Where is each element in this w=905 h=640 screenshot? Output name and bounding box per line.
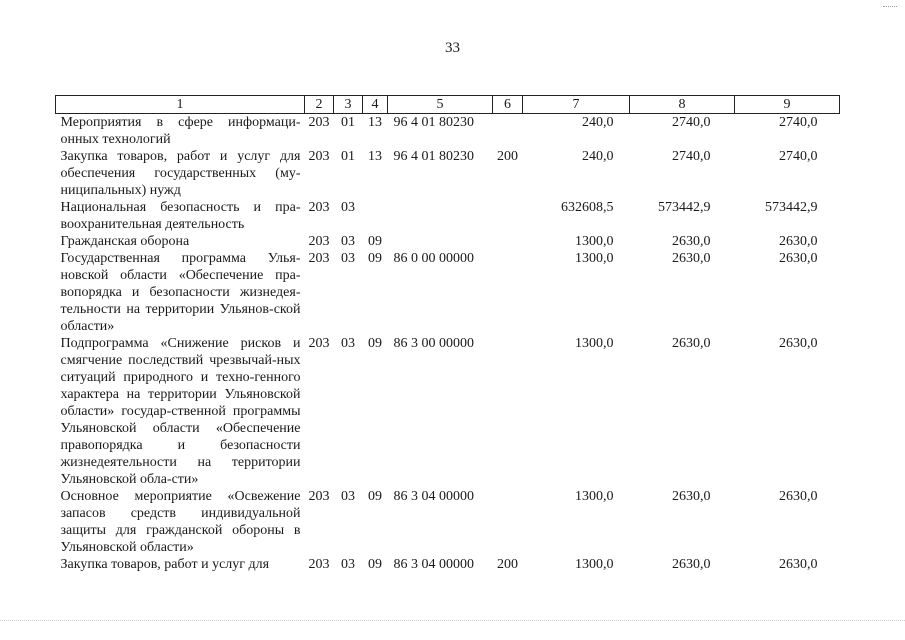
row-ministry-code: 203 [308, 149, 330, 164]
row-name: Основное мероприятие «Освежение запасов средств индивидуальной защиты для гражданской обороны в Ульяновской области» [60, 489, 301, 555]
row-amount-col7: 240,0 [582, 149, 614, 164]
row-amount-col7: 1300,0 [575, 336, 614, 351]
header-col-6: 6 [493, 96, 523, 114]
row-target-article [388, 199, 493, 233]
row-subsection-code [363, 199, 388, 233]
row-name: Закупка товаров, работ и услуг для обеспечения государственных (му-ниципальных) нужд [60, 149, 301, 198]
row-expense-type [493, 488, 523, 556]
row-subsection-code: 09 [368, 251, 382, 266]
row-amount-col7: 240,0 [582, 115, 614, 130]
row-amount-col8: 2630,0 [672, 557, 711, 572]
table-row [56, 556, 840, 573]
header-row [56, 96, 840, 114]
row-target-article: 86 0 00 00000 [393, 251, 474, 266]
row-section-code: 03 [341, 557, 355, 572]
row-expense-type [493, 233, 523, 250]
row-subsection-code: 09 [368, 557, 382, 572]
row-amount-col7: 632608,5 [561, 200, 614, 215]
row-expense-type [493, 199, 523, 233]
table-row [56, 233, 840, 250]
row-amount-col9: 2630,0 [779, 336, 818, 351]
budget-table [55, 95, 840, 573]
row-target-article: 86 3 04 00000 [393, 489, 474, 504]
row-subsection-code: 09 [368, 234, 382, 249]
row-amount-col9: 2630,0 [779, 251, 818, 266]
row-name: Подпрограмма «Снижение рисков и смягчение последствий чрезвычай-ных ситуаций природного и техно-генного характера на территории Ульяновской области» государ-ственной программы Ульяновской области «Обеспечение правопорядка и безопасности жизнедеятельности на территории Ульяновской обла-сти» [60, 336, 301, 487]
row-expense-type: 200 [497, 557, 518, 572]
row-name: Гражданская оборона [60, 234, 190, 249]
row-section-code: 03 [341, 336, 355, 351]
row-ministry-code: 203 [308, 234, 330, 249]
table-row [56, 250, 840, 335]
row-amount-col9: 2630,0 [779, 489, 818, 504]
table-row [56, 335, 840, 488]
row-subsection-code: 09 [368, 489, 382, 504]
page-number: 33 [445, 40, 460, 56]
row-section-code: 03 [341, 200, 355, 215]
row-target-article: 96 4 01 80230 [393, 149, 474, 164]
row-amount-col7: 1300,0 [575, 234, 614, 249]
row-section-code: 03 [341, 234, 355, 249]
table-row [56, 199, 840, 233]
row-amount-col9: 2630,0 [779, 557, 818, 572]
row-ministry-code: 203 [308, 200, 330, 215]
row-amount-col7: 1300,0 [575, 251, 614, 266]
header-col-5: 5 [388, 96, 493, 114]
header-col-7: 7 [523, 96, 630, 114]
row-amount-col8: 2630,0 [672, 251, 711, 266]
table-row [56, 114, 840, 149]
row-amount-col7: 1300,0 [575, 489, 614, 504]
row-amount-col8: 573442,9 [658, 200, 711, 215]
header-col-2: 2 [305, 96, 334, 114]
row-target-article [388, 233, 493, 250]
row-section-code: 01 [341, 115, 355, 130]
table-row [56, 148, 840, 199]
row-amount-col8: 2740,0 [672, 115, 711, 130]
row-name: Мероприятия в сфере информаци-онных технологий [60, 115, 301, 147]
row-amount-col8: 2630,0 [672, 489, 711, 504]
header-col-4: 4 [363, 96, 388, 114]
table-row [56, 488, 840, 556]
row-ministry-code: 203 [308, 557, 330, 572]
row-expense-type [493, 114, 523, 149]
scan-corner-mark [883, 6, 897, 8]
row-ministry-code: 203 [308, 115, 330, 130]
row-ministry-code: 203 [308, 336, 330, 351]
row-amount-col9: 2630,0 [779, 234, 818, 249]
table-header [56, 96, 840, 114]
row-subsection-code: 13 [368, 115, 382, 130]
row-subsection-code: 09 [368, 336, 382, 351]
row-amount-col9: 2740,0 [779, 149, 818, 164]
header-col-1: 1 [56, 96, 305, 114]
row-name: Национальная безопасность и пра-воохранительная деятельность [60, 200, 301, 232]
row-target-article: 86 3 00 00000 [393, 336, 474, 351]
row-amount-col8: 2630,0 [672, 234, 711, 249]
row-amount-col8: 2630,0 [672, 336, 711, 351]
row-ministry-code: 203 [308, 489, 330, 504]
table-body [56, 114, 840, 574]
row-expense-type: 200 [497, 149, 518, 164]
row-name: Закупка товаров, работ и услуг для [60, 557, 270, 572]
row-section-code: 03 [341, 489, 355, 504]
row-target-article: 86 3 04 00000 [393, 557, 474, 572]
row-section-code: 01 [341, 149, 355, 164]
row-section-code: 03 [341, 251, 355, 266]
row-expense-type [493, 335, 523, 488]
row-name: Государственная программа Улья-новской области «Обеспечение пра-вопорядка и безопасности жизнедея-тельности на территории Ульянов-ской области» [60, 251, 301, 334]
row-target-article: 96 4 01 80230 [393, 115, 474, 130]
row-amount-col9: 2740,0 [779, 115, 818, 130]
row-ministry-code: 203 [308, 251, 330, 266]
row-amount-col9: 573442,9 [765, 200, 818, 215]
row-expense-type [493, 250, 523, 335]
scan-bottom-dots [0, 620, 905, 622]
row-amount-col8: 2740,0 [672, 149, 711, 164]
row-amount-col7: 1300,0 [575, 557, 614, 572]
header-col-8: 8 [630, 96, 735, 114]
header-col-3: 3 [334, 96, 363, 114]
row-subsection-code: 13 [368, 149, 382, 164]
header-col-9: 9 [735, 96, 840, 114]
